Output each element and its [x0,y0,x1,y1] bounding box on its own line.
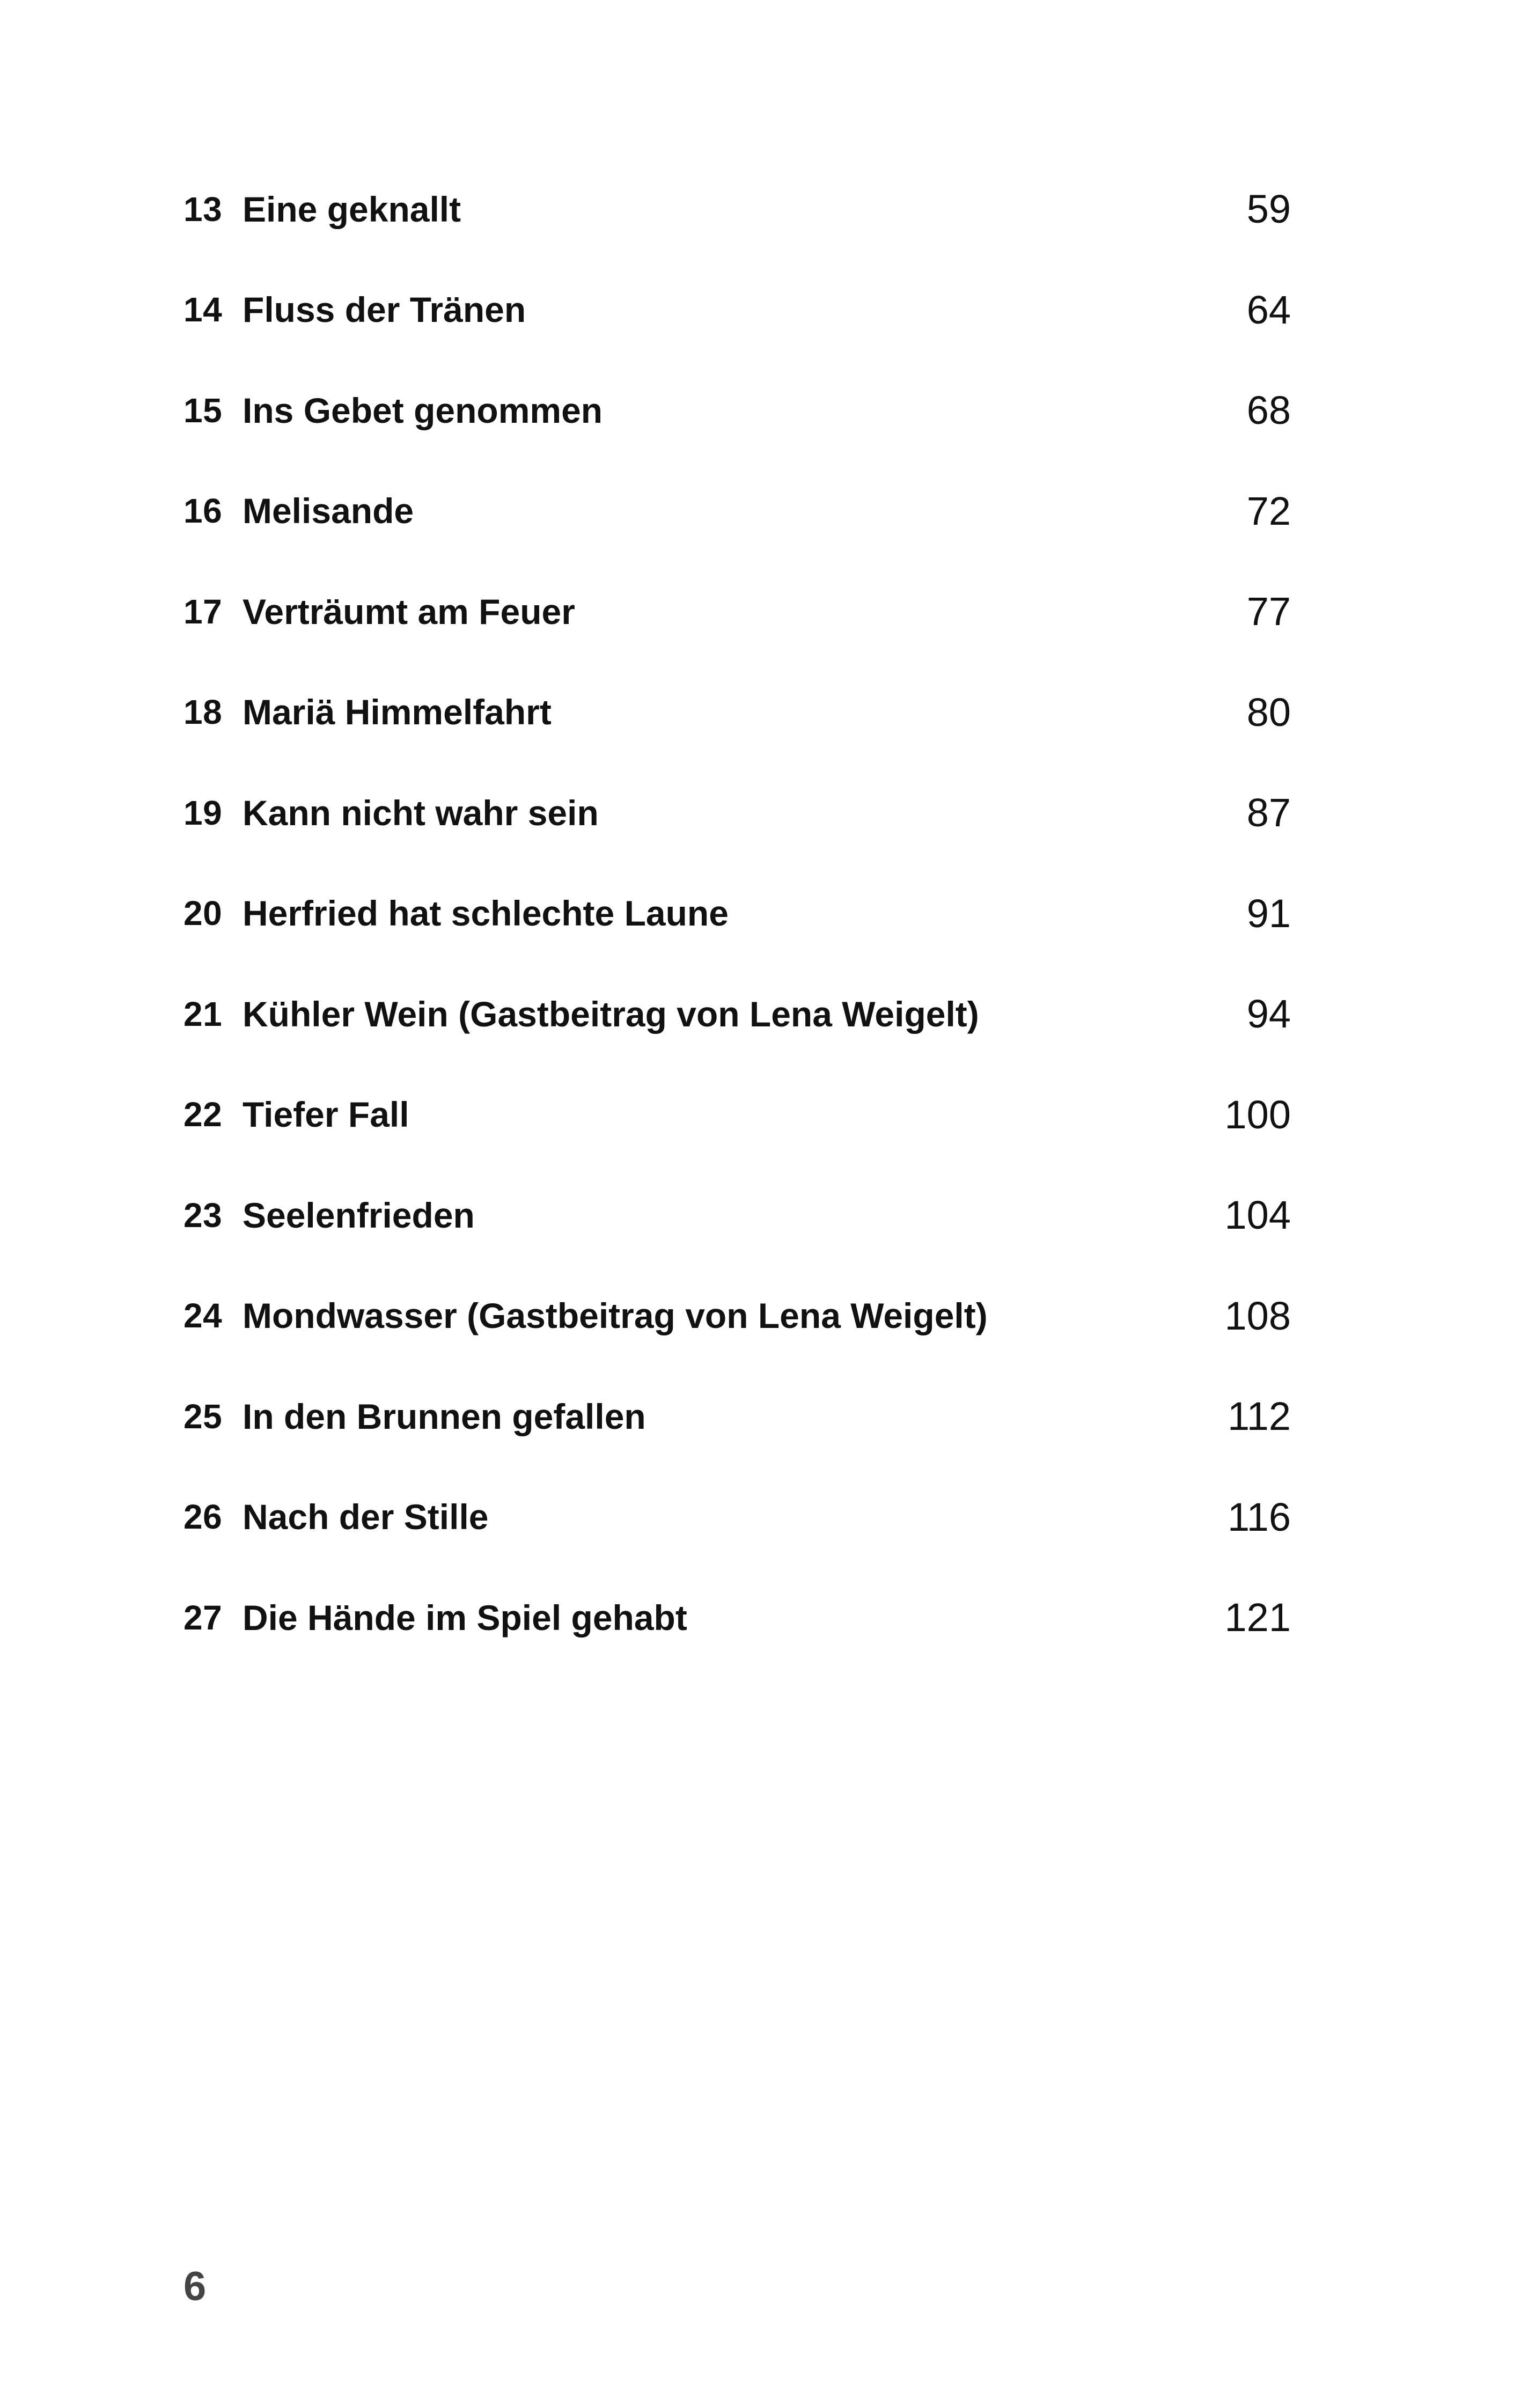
toc-entry [183,1266,1291,1367]
chapter-title: Verträumt am Feuer [243,591,575,632]
chapter-page-number: 121 [1224,1595,1291,1640]
toc-entry [183,561,1291,662]
chapter-page-number: 91 [1246,891,1291,936]
chapter-title: Mariä Himmelfahrt [243,692,552,732]
chapter-title: Melisande [243,491,414,531]
chapter-page-number: 104 [1224,1193,1291,1238]
toc-entry [183,1165,1291,1266]
toc-entry [183,863,1291,964]
chapter-number: 16 [183,491,223,531]
chapter-number: 21 [183,994,223,1033]
chapter-title: Eine geknallt [243,189,461,229]
chapter-page-number: 116 [1228,1494,1291,1539]
toc-entry [183,360,1291,461]
chapter-page-number: 68 [1246,388,1291,433]
chapter-title: Die Hände im Spiel gehabt [243,1597,687,1638]
chapter-number: 27 [183,1598,223,1637]
chapter-number: 20 [183,894,223,933]
chapter-title: Mondwasser (Gastbeitrag von Lena Weigelt) [243,1296,988,1336]
toc-entry [183,762,1291,863]
chapter-number: 15 [183,391,223,430]
chapter-page-number: 77 [1246,589,1291,634]
chapter-page-number: 72 [1246,488,1291,533]
chapter-number: 14 [183,290,223,329]
toc-entry [183,1064,1291,1165]
chapter-title: In den Brunnen gefallen [243,1396,646,1436]
chapter-page-number: 80 [1246,689,1291,735]
chapter-number: 23 [183,1195,223,1235]
chapter-number: 24 [183,1296,223,1335]
chapter-number: 19 [183,793,223,832]
chapter-number: 25 [183,1397,223,1436]
chapter-number: 13 [183,189,223,229]
chapter-title: Ins Gebet genommen [243,390,603,430]
chapter-number: 22 [183,1095,223,1134]
toc-entry [183,1366,1291,1467]
chapter-page-number: 59 [1246,187,1291,232]
toc-entry [183,1467,1291,1568]
chapter-title: Tiefer Fall [243,1095,409,1135]
chapter-page-number: 100 [1224,1092,1291,1137]
chapter-title: Fluss der Tränen [243,290,526,330]
chapter-page-number: 108 [1224,1293,1291,1338]
chapter-number: 18 [183,693,223,732]
chapter-page-number: 64 [1246,287,1291,332]
toc-entry [183,1567,1291,1668]
chapter-page-number: 94 [1246,992,1291,1037]
toc-entry [183,260,1291,361]
chapter-title: Herfried hat schlechte Laune [243,893,729,934]
chapter-title: Seelenfrieden [243,1195,475,1235]
table-of-contents [183,159,1291,1668]
chapter-page-number: 87 [1246,790,1291,835]
toc-entry [183,964,1291,1064]
chapter-title: Nach der Stille [243,1497,489,1537]
toc-entry [183,159,1291,260]
chapter-title: Kühler Wein (Gastbeitrag von Lena Weigelt) [243,994,979,1034]
chapter-number: 17 [183,592,223,631]
chapter-title: Kann nicht wahr sein [243,792,599,833]
page-number: 6 [183,2264,207,2309]
chapter-number: 26 [183,1497,223,1537]
chapter-page-number: 112 [1228,1394,1291,1439]
toc-entry [183,461,1291,562]
toc-entry [183,662,1291,763]
